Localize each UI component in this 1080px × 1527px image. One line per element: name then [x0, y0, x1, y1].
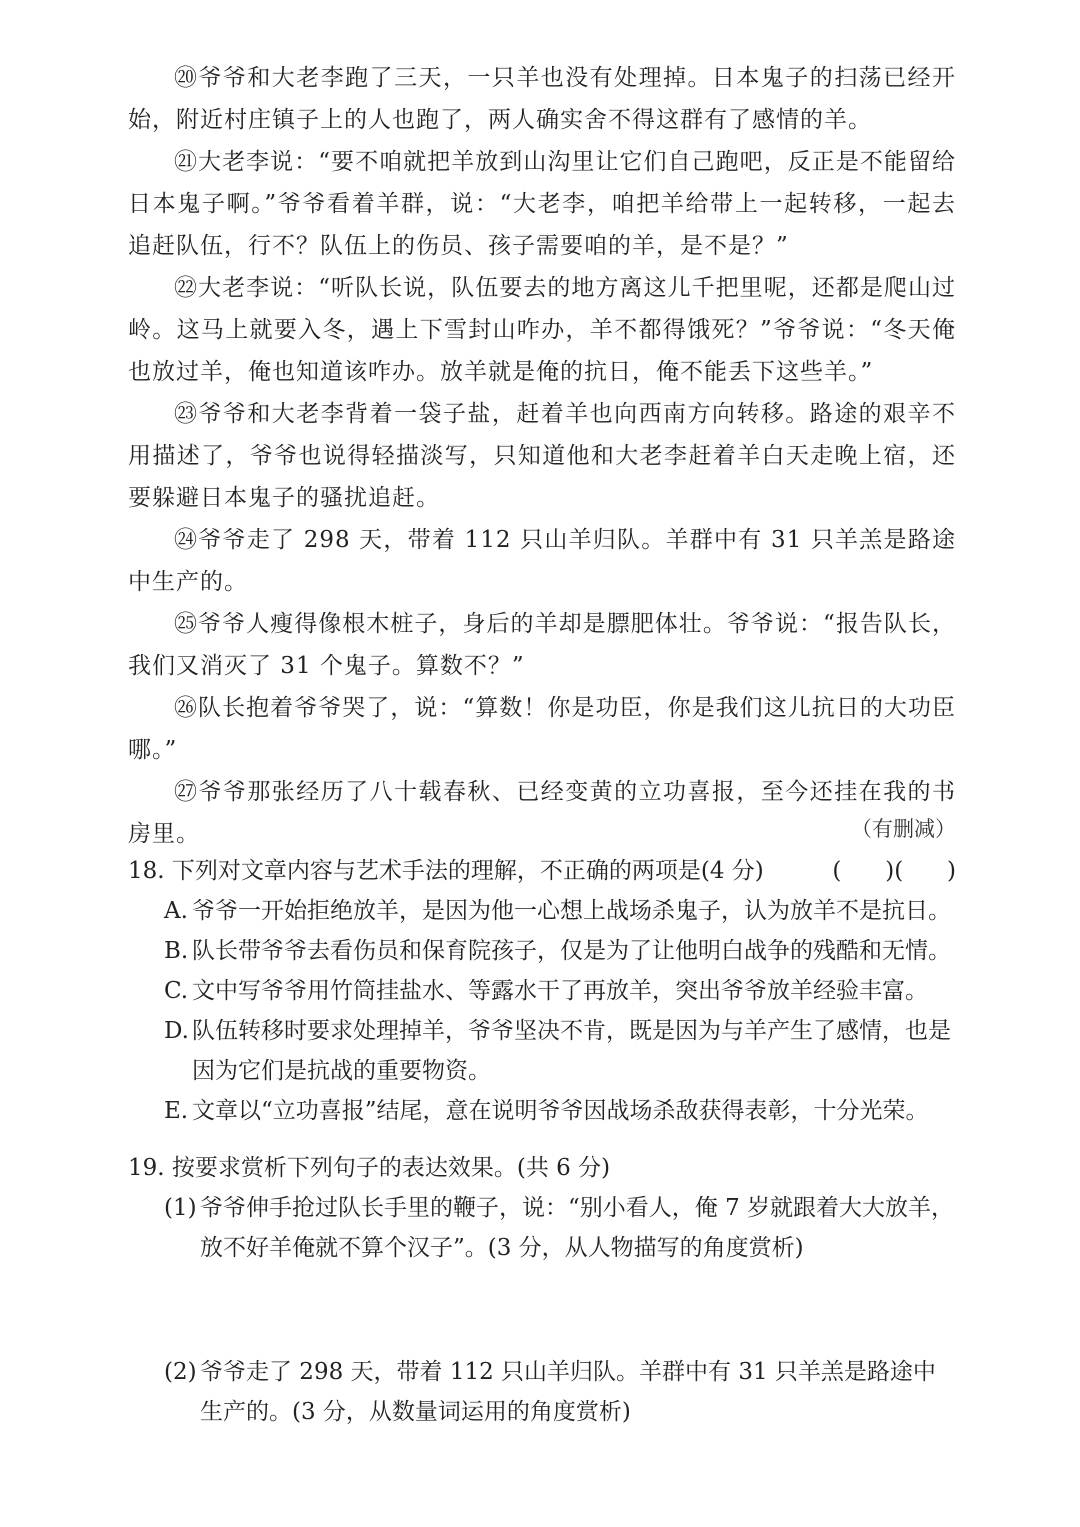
- question-19-part-2: [128, 1352, 956, 1432]
- paragraph-23: ㉓爷爷和大老李背着一袋子盐，赶着羊也向西南方向转移。路途的艰辛不用描述了，爷爷也说得轻描淡写，只知道他和大老李赶着羊白天走晚上宿，还要躲避日本鬼子的骚扰追赶。: [128, 401, 956, 511]
- sub-question: [128, 1352, 956, 1432]
- answer-blanks[interactable]: ( )( ): [832, 858, 956, 884]
- paragraph-20: ⑳爷爷和大老李跑了三天，一只羊也没有处理掉。日本鬼子的扫荡已经开始，附近村庄镇子上的人也跑了，两人确实舍不得这群有了感情的羊。: [128, 65, 956, 133]
- question-19: [128, 1148, 956, 1188]
- sub-question-text: 爷爷伸手抢过队长手里的鞭子，说：“别小看人，俺 7 岁就跟着大大放羊，放不好羊俺就不算个汉子”。(3 分，从人物描写的角度赏析): [200, 1195, 955, 1261]
- reading-passage: [128, 57, 956, 855]
- option-text: 爷爷一开始拒绝放羊，是因为他一心想上战场杀鬼子，认为放羊不是抗日。: [192, 898, 951, 924]
- sub-question-mark: (2): [164, 1359, 197, 1385]
- paragraph-27: ㉗爷爷那张经历了八十载春秋、已经变黄的立功喜报，至今还挂在我的书房里。: [128, 779, 956, 847]
- sub-question: [128, 1188, 956, 1268]
- paragraph-21: ㉑大老李说：“要不咱就把羊放到山沟里让它们自己跑吧，反正是不能留给日本鬼子啊。”爷爷看着羊群，说：“大老李，咱把羊给带上一起转移，一起去追赶队伍，行不？队伍上的伤员、孩子需要咱的羊，是不是？”: [128, 149, 956, 259]
- sub-question-mark: (1): [164, 1195, 197, 1221]
- option-text: 文中写爷爷用竹筒挂盐水、等露水干了再放羊，突出爷爷放羊经验丰富。: [192, 978, 928, 1004]
- option-b[interactable]: [128, 931, 956, 971]
- question-18: [128, 851, 956, 1131]
- option-a[interactable]: [128, 891, 956, 931]
- option-mark: B.: [164, 938, 189, 964]
- option-e[interactable]: [128, 1091, 956, 1131]
- option-mark: C.: [164, 978, 189, 1004]
- option-text: 文章以“立功喜报”结尾，意在说明爷爷因战场杀敌获得表彰，十分光荣。: [192, 1098, 929, 1124]
- option-text: 队伍转移时要求处理掉羊，爷爷坚决不肯，既是因为与羊产生了感情，也是因为它们是抗战的重要物资。: [192, 1018, 951, 1084]
- option-d[interactable]: [128, 1011, 956, 1091]
- question-19-stem: 19. 按要求赏析下列句子的表达效果。(共 6 分): [128, 1155, 611, 1181]
- paragraph-22: ㉒大老李说：“听队长说，队伍要去的地方离这儿千把里呢，还都是爬山过岭。这马上就要入冬，遇上下雪封山咋办，羊不都得饿死？”爷爷说：“冬天俺也放过羊，俺也知道该咋办。放羊就是俺的抗日，俺不能丢下这些羊。”: [128, 275, 956, 385]
- option-c[interactable]: [128, 971, 956, 1011]
- source-note: （有删减）: [851, 817, 956, 841]
- question-18-stem: [128, 851, 956, 891]
- question-19-part-1: [128, 1188, 956, 1268]
- paragraph-24: ㉔爷爷走了 298 天，带着 112 只山羊归队。羊群中有 31 只羊羔是路途中生产的。: [128, 527, 956, 595]
- option-mark: E.: [164, 1098, 189, 1124]
- option-text: 队长带爷爷去看伤员和保育院孩子，仅是为了让他明白战争的残酷和无情。: [192, 938, 951, 964]
- paragraph-25: ㉕爷爷人瘦得像根木桩子，身后的羊却是膘肥体壮。爷爷说：“报告队长，我们又消灭了 31 个鬼子。算数不？”: [128, 611, 956, 679]
- option-mark: D.: [164, 1018, 189, 1044]
- option-mark: A.: [164, 898, 188, 924]
- sub-question-text: 爷爷走了 298 天，带着 112 只山羊归队。羊群中有 31 只羊羔是路途中生产的。(3 分，从数量词运用的角度赏析): [200, 1359, 936, 1425]
- paragraph-26: ㉖队长抱着爷爷哭了，说：“算数！你是功臣，你是我们这儿抗日的大功臣哪。”: [128, 695, 956, 763]
- question-18-text: 18. 下列对文章内容与艺术手法的理解，不正确的两项是(4 分): [128, 858, 764, 884]
